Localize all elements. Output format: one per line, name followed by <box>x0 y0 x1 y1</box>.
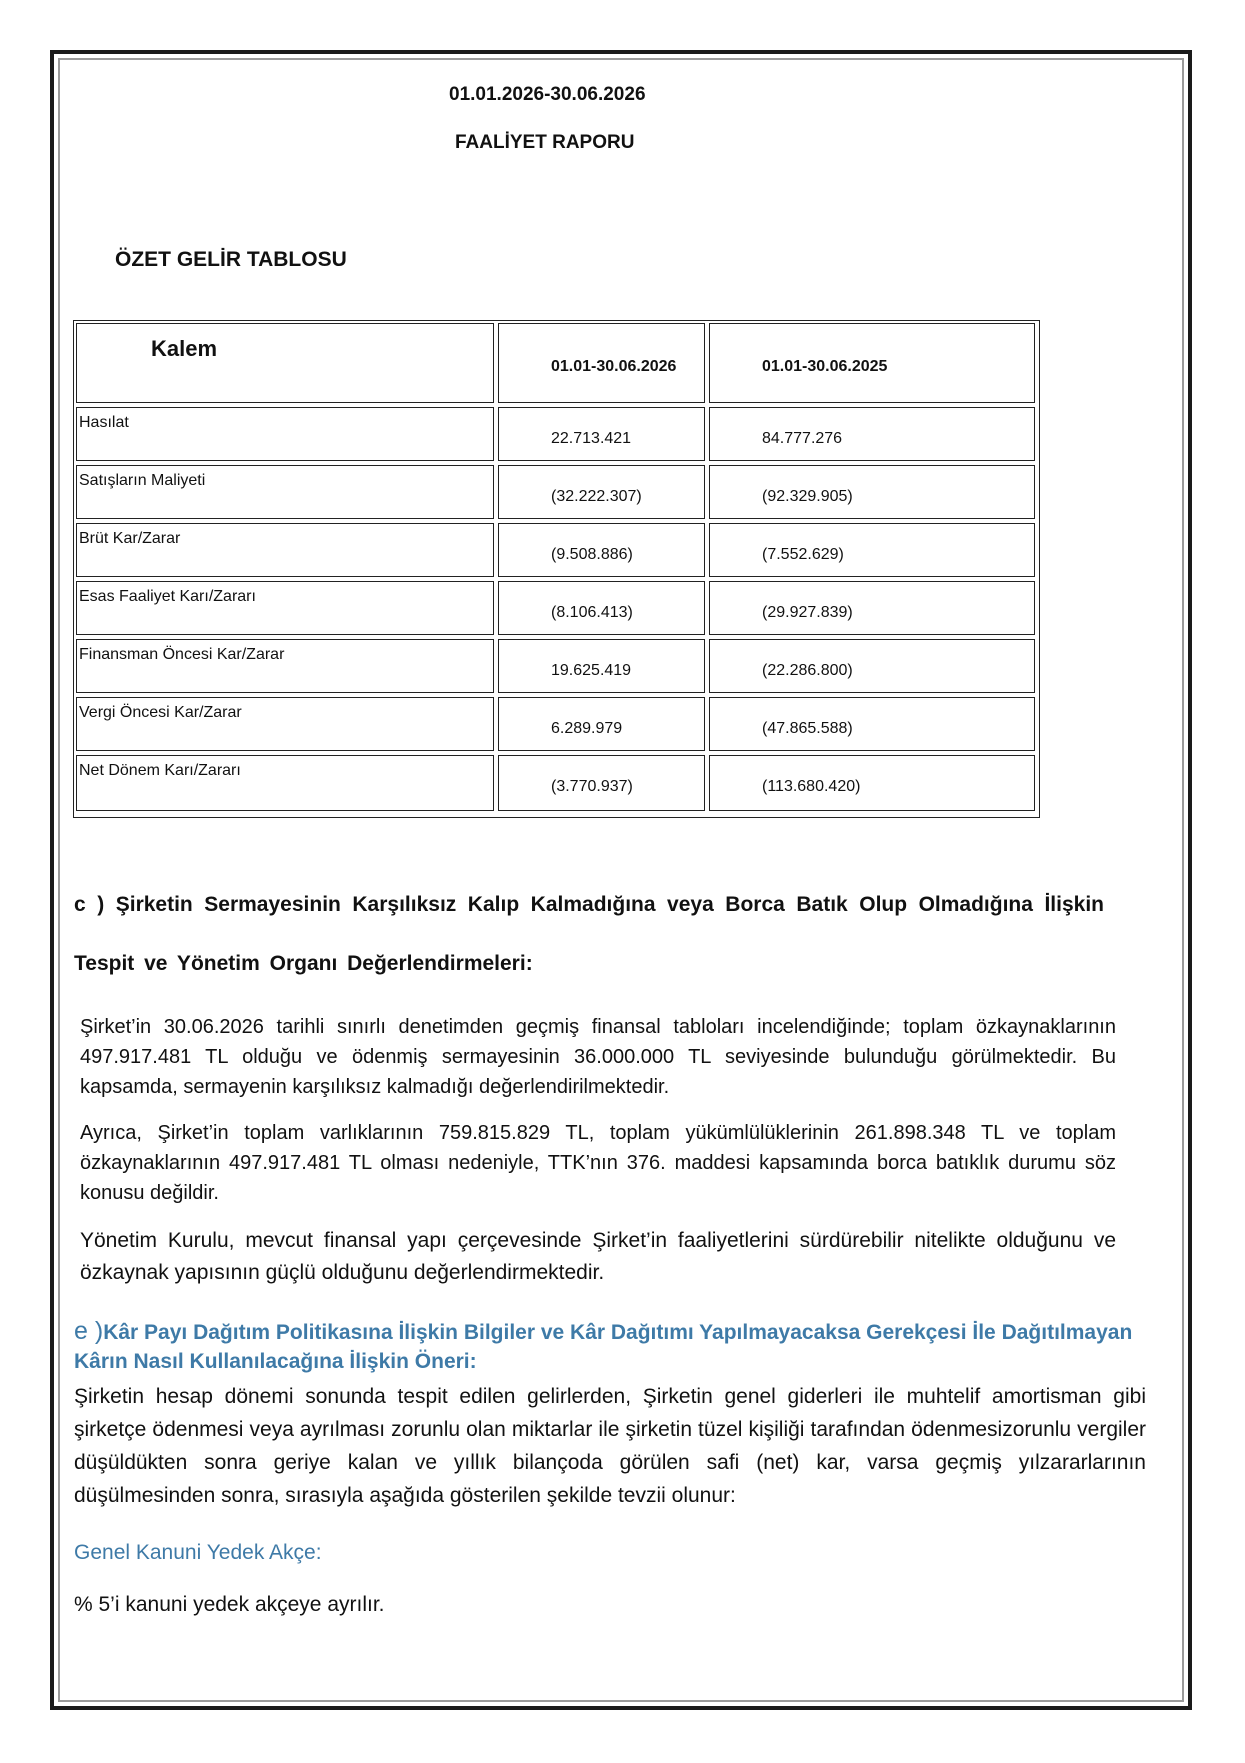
table-row-label-cell <box>76 465 494 519</box>
row-value-2026: (8.106.413) <box>551 604 633 621</box>
table-row-label-cell <box>76 755 494 811</box>
section-c-paragraph-3: Yönetim Kurulu, mevcut finansal yapı çerçevesinde Şirket’in faaliyetlerini sürdürebilir nitelikte olduğunu ve özkaynak yapısının güçlü olduğunu değerlendirmektedir. <box>80 1229 1116 1284</box>
section-e-letter: e ) <box>74 1317 104 1345</box>
table-row-value-cell <box>498 465 705 519</box>
summary-table-title: ÖZET GELİR TABLOSU <box>115 248 347 271</box>
table-row-value-cell <box>709 639 1035 693</box>
table-row-label-cell <box>76 639 494 693</box>
row-value-2025: (22.286.800) <box>762 662 853 679</box>
table-row-label-cell <box>76 581 494 635</box>
row-value-2025: 84.777.276 <box>762 430 843 447</box>
row-label: Brüt Kar/Zarar <box>79 530 181 547</box>
table-row-value-cell <box>498 581 705 635</box>
column-header-2025: 01.01-30.06.2025 <box>762 358 888 375</box>
row-value-2026: (9.508.886) <box>551 546 633 563</box>
header-cell-item <box>76 323 494 403</box>
section-e-heading <box>74 1317 1144 1376</box>
row-value-2025: (29.927.839) <box>762 604 853 621</box>
section-e-heading-text: Kâr Payı Dağıtım Politikasına İlişkin Bilgiler ve Kâr Dağıtımı Yapılmayacaksa Gerekçesi İle Dağıtılmayan Kârın Nasıl Kullanılacağına İlişkin Öneri: <box>74 1321 1133 1373</box>
table-row-value-cell <box>709 697 1035 751</box>
table-row-value-cell <box>498 697 705 751</box>
column-header-2026: 01.01-30.06.2026 <box>551 358 677 375</box>
table-row-value-cell <box>498 523 705 577</box>
header-cell-2025 <box>709 323 1035 403</box>
legal-reserve-text: % 5’i kanuni yedek akçeye ayrılır. <box>74 1593 385 1616</box>
table-row-value-cell <box>709 523 1035 577</box>
row-label: Esas Faaliyet Karı/Zararı <box>79 588 256 605</box>
table-row-value-cell <box>709 407 1035 461</box>
table-row-value-cell <box>498 755 705 811</box>
row-label: Hasılat <box>79 414 129 431</box>
header-cell-2026 <box>498 323 705 403</box>
table-row-value-cell <box>498 407 705 461</box>
row-value-2025: (7.552.629) <box>762 546 844 563</box>
table-row-label-cell <box>76 407 494 461</box>
income-summary-table <box>73 320 1040 818</box>
section-c-paragraph-1: Şirket’in 30.06.2026 tarihli sınırlı denetimden geçmiş finansal tabloları incelendiğinde; toplam özkaynaklarının 497.917.481 TL olduğu ve ödenmiş sermayesinin 36.000.000 TL seviyesinde bulunduğu görülmektedir. Bu kapsamda, sermayenin karşılıksız kalmadığı değerlendirilmektedir. <box>80 1016 1116 1098</box>
section-c-heading-line1: c ) Şirketin Sermayesinin Karşılıksız Kalıp Kalmadığına veya Borca Batık Olup Olmadığına İlişkin <box>74 893 1104 916</box>
table-row-label-cell <box>76 523 494 577</box>
table-row-value-cell <box>709 755 1035 811</box>
table-row-value-cell <box>709 465 1035 519</box>
row-value-2025: (113.680.420) <box>762 778 861 795</box>
row-value-2026: 19.625.419 <box>551 662 632 679</box>
table-row-value-cell <box>709 581 1035 635</box>
row-label: Satışların Maliyeti <box>79 472 206 489</box>
row-value-2026: (32.222.307) <box>551 488 642 505</box>
row-value-2025: (92.329.905) <box>762 488 853 505</box>
section-e-paragraph: Şirketin hesap dönemi sonunda tespit edilen gelirlerden, Şirketin genel giderleri ile muhtelif amortisman gibi şirketçe ödenmesi veya ayrılması zorunlu olan miktarlar ile şirketin tüzel kişiliği tarafından ödenmesizorunlu vergiler düşüldükten sonra geriye kalan ve yıllık bilançoda görülen safi (net) kar, varsa geçmiş yılzararlarının düşülmesinden sonra, sırasıyla aşağıda gösterilen şekilde tevzii olunur: <box>74 1385 1146 1507</box>
row-label: Vergi Öncesi Kar/Zarar <box>79 704 242 721</box>
row-value-2026: (3.770.937) <box>551 778 633 795</box>
section-c-heading-line2: Tespit ve Yönetim Organı Değerlendirmeleri: <box>74 952 533 975</box>
row-value-2025: (47.865.588) <box>762 720 853 737</box>
column-header-item: Kalem <box>151 336 218 361</box>
table-row-value-cell <box>498 639 705 693</box>
section-c-paragraph-2: Ayrıca, Şirket’in toplam varlıklarının 759.815.829 TL, toplam yükümlülüklerinin 261.898.348 TL ve toplam özkaynaklarının 497.917.481 TL olması nedeniyle, TTK’nın 376. maddesi kapsamında borca batıklık durumu söz konusu değildir. <box>80 1122 1116 1204</box>
legal-reserve-heading: Genel Kanuni Yedek Akçe: <box>74 1541 322 1564</box>
row-value-2026: 6.289.979 <box>551 720 623 737</box>
row-label: Net Dönem Karı/Zararı <box>79 762 241 779</box>
row-label: Finansman Öncesi Kar/Zarar <box>79 646 285 663</box>
report-title: FAALİYET RAPORU <box>455 132 635 153</box>
table-row-label-cell <box>76 697 494 751</box>
report-period: 01.01.2026-30.06.2026 <box>449 84 646 105</box>
row-value-2026: 22.713.421 <box>551 430 632 447</box>
